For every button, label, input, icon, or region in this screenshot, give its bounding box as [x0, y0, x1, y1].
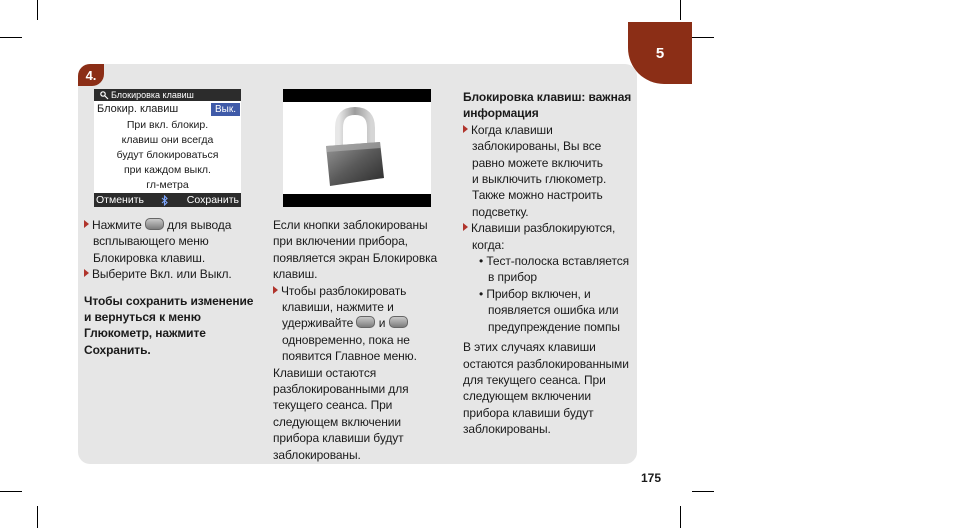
body-text: разблокированными для: [273, 382, 409, 397]
body-text: равно можете включить: [472, 155, 603, 170]
body-text: Когда клавиши: [471, 122, 553, 137]
meter-screen: [94, 89, 241, 207]
meter-title-bar: [94, 89, 241, 101]
crop-mark: [692, 491, 714, 492]
crop-mark: [0, 37, 22, 38]
meter-right-softkey: Сохранить: [186, 194, 239, 206]
unlock-bullet: [273, 283, 453, 299]
step-badge: 4.: [78, 64, 104, 86]
crop-mark: [37, 0, 38, 20]
body-text: и: [378, 316, 386, 331]
meter-message: [94, 117, 241, 193]
padlock-image: [283, 89, 431, 207]
body-text: текущего сеанса. При: [273, 398, 393, 413]
instruction-text: Блокировка клавиш.: [93, 250, 206, 265]
meter-softkey-bar: [94, 193, 241, 207]
column-middle: [273, 217, 453, 463]
info-heading: [463, 89, 635, 122]
left-button-icon: [356, 316, 375, 328]
body-text: подсветку.: [472, 204, 529, 219]
meter-setting-value: Вык.: [211, 103, 240, 116]
bullet-arrow-icon: [463, 223, 468, 231]
body-text: следующем включении: [463, 389, 591, 404]
instruction-bullet: [84, 217, 264, 233]
body-text: Клавиши остаются: [273, 365, 377, 380]
save-note: [84, 293, 264, 359]
body-text: Также можно настроить: [472, 188, 603, 203]
body-text: прибора клавиши будут: [273, 431, 404, 446]
meter-setting-label: Блокир. клавиш: [97, 103, 179, 115]
body-text: следующем включении: [273, 414, 401, 429]
body-text: клавиш.: [273, 267, 318, 282]
crop-mark: [0, 491, 22, 492]
instruction-text: Нажмите: [92, 218, 142, 232]
page-number: 175: [641, 471, 662, 485]
sub-bullet: [463, 286, 635, 335]
center-button-icon: [145, 218, 164, 230]
save-note-line: Глюкометр, нажмите: [84, 326, 206, 341]
bullet-arrow-icon: [463, 125, 468, 133]
body-text: остаются разблокированными: [463, 356, 629, 371]
info-outro: [463, 339, 635, 437]
body-text: появляется ошибка или: [488, 303, 619, 318]
body-text: предупреждение помпы: [488, 319, 620, 334]
info-bullet: [463, 122, 635, 138]
meter-message-line: будут блокироваться: [116, 149, 219, 161]
meter-title: Блокировка клавиш: [111, 90, 194, 100]
save-note-line: Чтобы сохранить изменение: [84, 293, 254, 308]
instruction-text: всплывающего меню: [93, 234, 209, 249]
info-bullet: [463, 220, 635, 236]
body-text: заблокированы.: [463, 422, 551, 437]
body-text: • Тест-полоска вставляется: [479, 254, 630, 269]
meter-setting-row: [94, 101, 241, 117]
crop-mark: [37, 506, 38, 528]
body-text: заблокированы.: [273, 447, 361, 462]
body-text: появится Главное меню.: [282, 349, 417, 364]
meter-message-line: гл-метра: [146, 179, 189, 191]
save-note-line: и вернуться к меню: [84, 310, 201, 325]
crop-mark: [680, 506, 681, 528]
body-text: клавиши, нажмите и: [282, 300, 394, 315]
body-text: появляется экран Блокировка: [273, 250, 438, 265]
meter-message-line: При вкл. блокир.: [126, 119, 209, 131]
meter-message-line: при каждом выкл.: [124, 164, 211, 176]
key-icon: [100, 91, 109, 100]
body-text: для текущего сеанса. При: [463, 372, 606, 387]
body-text: удерживайте: [282, 316, 354, 331]
body-text: Клавиши разблокируются,: [471, 221, 616, 236]
column-left: [84, 217, 264, 358]
padlock-icon: [283, 102, 429, 194]
right-button-icon: [389, 316, 408, 328]
info-heading-line: Блокировка клавиш: важная: [463, 90, 632, 104]
body-text: в прибор: [488, 270, 538, 285]
instruction-bullet: [84, 266, 264, 282]
chapter-tab: 5: [628, 22, 692, 84]
body-text-row: [273, 315, 453, 331]
bullet-arrow-icon: [84, 220, 89, 228]
column-right: [463, 89, 635, 438]
body-text: при включении прибора,: [273, 234, 408, 249]
meter-message-line: клавиш они всегда: [121, 134, 214, 146]
body-text: Если кнопки заблокированы: [273, 218, 428, 232]
crop-mark: [680, 0, 681, 20]
info-heading-line: информация: [463, 106, 539, 121]
bullet-arrow-icon: [273, 286, 278, 294]
body-text: одновременно, пока не: [282, 332, 410, 347]
instruction-text: Выберите Вкл. или Выкл.: [92, 267, 232, 282]
crop-mark: [692, 37, 714, 38]
body-text: В этих случаях клавиши: [463, 340, 596, 355]
body-text: Чтобы разблокировать: [281, 283, 407, 298]
body-text: прибора клавиши будут: [463, 405, 594, 420]
sub-bullet: [463, 253, 635, 286]
meter-left-softkey: Отменить: [96, 194, 144, 206]
save-note-line: Сохранить.: [84, 342, 151, 357]
instruction-text: для вывода: [167, 218, 232, 232]
bullet-arrow-icon: [84, 269, 89, 277]
body-text: заблокированы, Вы все: [472, 139, 602, 154]
bluetooth-icon: [161, 195, 169, 206]
body-text: и выключить глюкометр.: [472, 172, 607, 187]
body-text: • Прибор включен, и: [479, 286, 591, 301]
body-text: когда:: [472, 237, 505, 252]
